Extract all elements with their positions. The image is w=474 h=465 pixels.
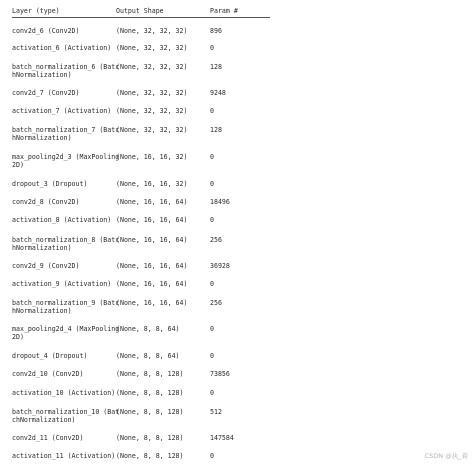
output-shape: (None, 32, 32, 32) bbox=[116, 27, 188, 35]
param-count: 36928 bbox=[210, 262, 230, 270]
header-output-shape: Output Shape bbox=[116, 7, 164, 15]
param-count: 256 bbox=[210, 299, 222, 307]
watermark: CSDN @执_着 bbox=[424, 452, 468, 460]
layer-name: conv2d_6 (Conv2D) bbox=[12, 27, 80, 35]
output-shape: (None, 8, 8, 128) bbox=[116, 408, 184, 416]
output-shape: (None, 16, 16, 32) bbox=[116, 153, 188, 161]
output-shape: (None, 16, 16, 32) bbox=[116, 180, 188, 188]
layer-name: hNormalization) bbox=[12, 134, 72, 142]
output-shape: (None, 32, 32, 32) bbox=[116, 126, 188, 134]
output-shape: (None, 8, 8, 64) bbox=[116, 325, 180, 333]
layer-name: activation_8 (Activation) bbox=[12, 216, 112, 224]
param-count: 0 bbox=[210, 280, 214, 288]
param-count: 9248 bbox=[210, 89, 226, 97]
output-shape: (None, 16, 16, 64) bbox=[116, 198, 188, 206]
param-count: 73856 bbox=[210, 370, 230, 378]
output-shape: (None, 8, 8, 128) bbox=[116, 370, 184, 378]
layer-name: conv2d_9 (Conv2D) bbox=[12, 262, 80, 270]
output-shape: (None, 16, 16, 64) bbox=[116, 299, 188, 307]
param-count: 0 bbox=[210, 389, 214, 397]
layer-name: activation_11 (Activation) bbox=[12, 452, 116, 460]
output-shape: (None, 16, 16, 64) bbox=[116, 236, 188, 244]
layer-name: 2D) bbox=[12, 333, 24, 341]
layer-name: dropout_4 (Dropout) bbox=[12, 352, 88, 360]
layer-name: max_pooling2d_3 (MaxPooling bbox=[12, 153, 120, 161]
output-shape: (None, 8, 8, 128) bbox=[116, 452, 184, 460]
param-count: 0 bbox=[210, 44, 214, 52]
param-count: 896 bbox=[210, 27, 222, 35]
layer-name: batch_normalization_9 (Batc bbox=[12, 299, 120, 307]
param-count: 128 bbox=[210, 126, 222, 134]
header-rule bbox=[12, 17, 270, 18]
param-count: 0 bbox=[210, 352, 214, 360]
param-count: 0 bbox=[210, 107, 214, 115]
output-shape: (None, 8, 8, 64) bbox=[116, 352, 180, 360]
header-param-count: Param # bbox=[210, 7, 238, 15]
layer-name: conv2d_10 (Conv2D) bbox=[12, 370, 84, 378]
layer-name: conv2d_7 (Conv2D) bbox=[12, 89, 80, 97]
layer-name: dropout_3 (Dropout) bbox=[12, 180, 88, 188]
layer-name: batch_normalization_8 (Batc bbox=[12, 236, 120, 244]
layer-name: batch_normalization_6 (Batc bbox=[12, 63, 120, 71]
layer-name: hNormalization) bbox=[12, 71, 72, 79]
layer-name: chNormalization) bbox=[12, 416, 76, 424]
output-shape: (None, 32, 32, 32) bbox=[116, 63, 188, 71]
layer-name: activation_10 (Activation) bbox=[12, 389, 116, 397]
param-count: 0 bbox=[210, 153, 214, 161]
param-count: 0 bbox=[210, 180, 214, 188]
param-count: 0 bbox=[210, 216, 214, 224]
output-shape: (None, 16, 16, 64) bbox=[116, 280, 188, 288]
layer-name: batch_normalization_10 (Bat bbox=[12, 408, 120, 416]
layer-name: conv2d_8 (Conv2D) bbox=[12, 198, 80, 206]
layer-name: 2D) bbox=[12, 161, 24, 169]
layer-name: hNormalization) bbox=[12, 244, 72, 252]
layer-name: activation_9 (Activation) bbox=[12, 280, 112, 288]
layer-name: activation_7 (Activation) bbox=[12, 107, 112, 115]
layer-name: batch_normalization_7 (Batc bbox=[12, 126, 120, 134]
header-layer: Layer (type) bbox=[12, 7, 60, 15]
param-count: 512 bbox=[210, 408, 222, 416]
param-count: 147584 bbox=[210, 434, 234, 442]
param-count: 0 bbox=[210, 325, 214, 333]
param-count: 256 bbox=[210, 236, 222, 244]
output-shape: (None, 16, 16, 64) bbox=[116, 216, 188, 224]
layer-name: hNormalization) bbox=[12, 307, 72, 315]
layer-name: conv2d_11 (Conv2D) bbox=[12, 434, 84, 442]
param-count: 128 bbox=[210, 63, 222, 71]
param-count: 0 bbox=[210, 452, 214, 460]
output-shape: (None, 32, 32, 32) bbox=[116, 107, 188, 115]
layer-name: activation_6 (Activation) bbox=[12, 44, 112, 52]
output-shape: (None, 32, 32, 32) bbox=[116, 89, 188, 97]
layer-name: max_pooling2d_4 (MaxPooling bbox=[12, 325, 120, 333]
output-shape: (None, 8, 8, 128) bbox=[116, 434, 184, 442]
param-count: 18496 bbox=[210, 198, 230, 206]
output-shape: (None, 32, 32, 32) bbox=[116, 44, 188, 52]
output-shape: (None, 16, 16, 64) bbox=[116, 262, 188, 270]
output-shape: (None, 8, 8, 128) bbox=[116, 389, 184, 397]
